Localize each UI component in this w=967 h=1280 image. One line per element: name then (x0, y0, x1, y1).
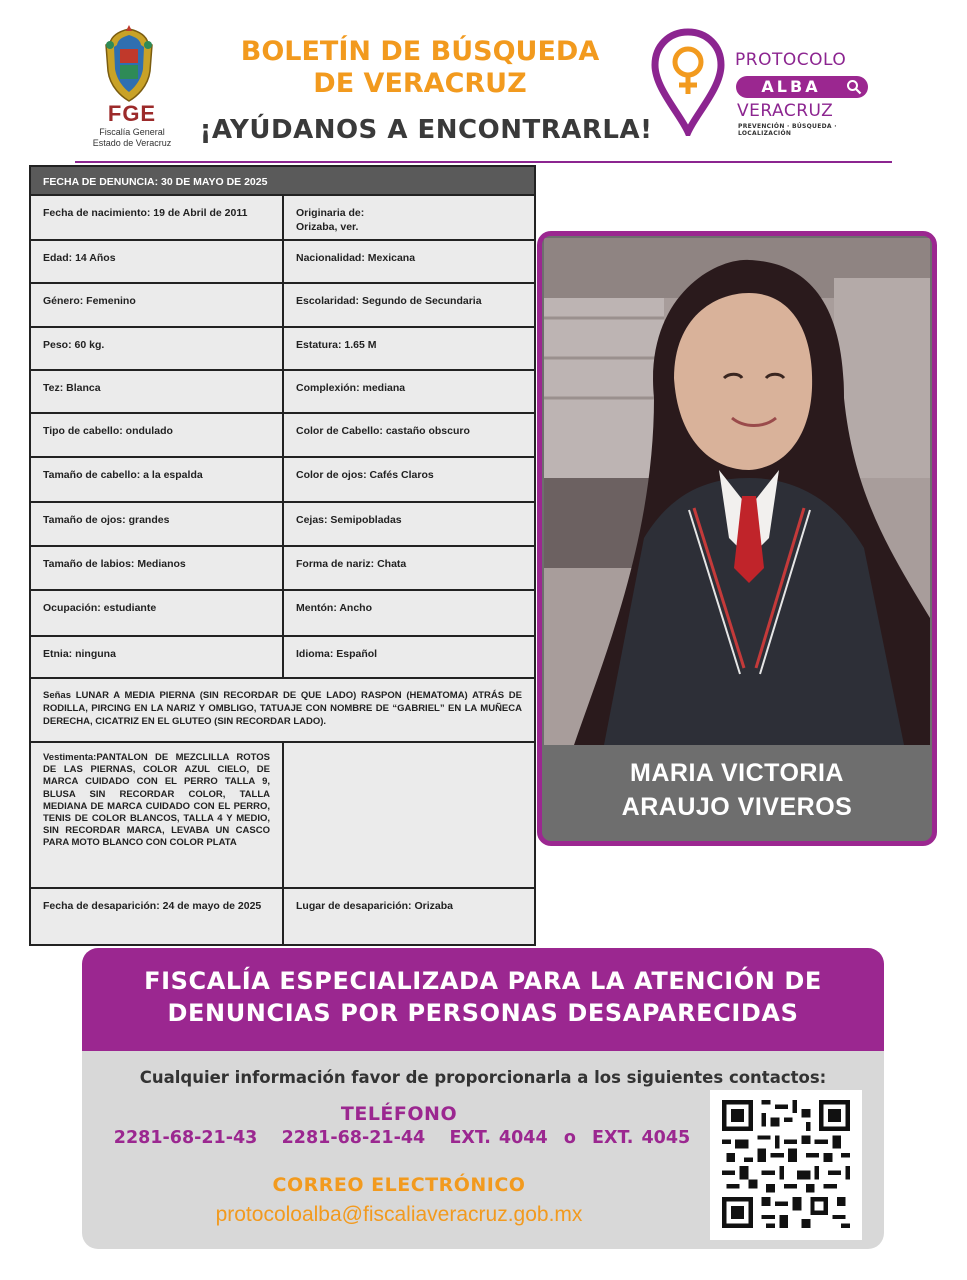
origin-label: Originaria de: (296, 207, 365, 219)
cell-birthdate: Fecha de nacimiento: 19 de Abril de 2011 (31, 196, 284, 239)
table-row (31, 458, 534, 503)
data-table (29, 165, 536, 946)
cell-nationality: Nacionalidad: Mexicana (296, 252, 416, 264)
contact-instruction: Cualquier información favor de proporcionarla a los siguientes contactos: (139, 1068, 827, 1087)
logo-letters: FGE (107, 101, 157, 126)
cell-hair-color: Color de Cabello: castaño obscuro (296, 425, 470, 437)
header (0, 0, 967, 170)
cell-hair-length: Tamaño de cabello: a la espalda (31, 458, 284, 501)
logo-sub-line2: Estado de Veracruz (92, 138, 172, 148)
banner-line2: DENUNCIAS POR PERSONAS DESAPARECIDAS (167, 999, 799, 1027)
person-photo (544, 238, 930, 745)
cell-eye-size: Tamaño de ojos: grandes (31, 503, 284, 545)
cell-hair-type: Tipo de cabello: ondulado (31, 414, 284, 456)
cell-clothing: Vestimenta:PANTALON DE MEZCLILLA ROTOS DE LAS PIERNAS, COLOR AZUL CIELO, DE MARCA CUIDADO CON EL PERRO TALLA 9, BLUSA SIN RECORDAR COLOR, TALLA MEDIANA DE MARCA CUIDADO CON EL PERRO, TENIS DE COLOR BLANCOS, TALLA 4 Y MEDIO, SIN RECORDAR MARCA, LEVABA UN CASCO PARA MOTO BLANCO CON COLOR PLATA (31, 743, 284, 887)
search-icon (846, 79, 862, 95)
cell-eye-color: Color de ojos: Cafés Claros (296, 469, 434, 481)
help-subtitle: ¡AYÚDANOS A ENCONTRARLA! (199, 115, 653, 145)
cell-marks: Señas LUNAR A MEDIA PIERNA (SIN RECORDAR DE QUE LADO) RASPON (HEMATOMA) ATRÁS DE RODILLA, PIRCING EN LA NARIZ Y OMBLIGO, TATUAJE CON NOMBRE DE “GABRIEL” EN LA MUÑECA DERECHA, CICATRIZ EN EL GLUTEO (SIN RECORDAR LADO). (43, 690, 522, 727)
title-line1: BOLETÍN DE BÚSQUEDA (240, 36, 600, 67)
table-row (31, 371, 534, 414)
table-row (31, 547, 534, 591)
map-pin-female-icon (650, 28, 726, 136)
report-date: FECHA DE DENUNCIA: 30 DE MAYO DE 2025 (43, 176, 268, 188)
cell-language: Idioma: Español (296, 648, 378, 660)
cell-origin (284, 196, 534, 239)
coat-of-arms-icon (98, 25, 160, 103)
cell-nose: Forma de nariz: Chata (296, 558, 407, 570)
alba-text: ALBA (761, 77, 821, 96)
alba-protocolo-text: PROTOCOLO (735, 50, 847, 70)
cell-occupation: Ocupación: estudiante (31, 591, 284, 635)
table-row (31, 679, 534, 743)
cell-height: Estatura: 1.65 M (296, 339, 377, 351)
bulletin-title (200, 36, 640, 100)
table-row (31, 241, 534, 284)
cell-disappearance-date: Fecha de desaparición: 24 de mayo de 2025 (31, 889, 284, 944)
cell-lips: Tamaño de labios: Medianos (31, 547, 284, 589)
cell-age: Edad: 14 Años (31, 241, 284, 282)
logo-subtitle (78, 127, 186, 149)
fge-logo (78, 25, 186, 150)
cell-ethnicity: Etnia: ninguna (31, 637, 284, 677)
name-line1: MARIA VICTORIA (630, 759, 844, 787)
table-row (31, 743, 534, 889)
cell-eyebrows: Cejas: Semipobladas (296, 514, 402, 526)
name-line2: ARAUJO VIVEROS (621, 793, 853, 821)
table-row (31, 328, 534, 371)
phone-numbers[interactable]: 2281-68-21-43 2281-68-21-44 EXT. 4044 o EXT. 4045 (113, 1128, 691, 1148)
qr-code[interactable] (710, 1090, 862, 1240)
protocolo-alba-logo (650, 28, 890, 138)
cell-empty (284, 743, 534, 887)
logo-sub-line1: Fiscalía General (99, 127, 165, 137)
email-address-link[interactable]: protocoloalba@fiscaliaveracruz.gob.mx (215, 1203, 583, 1226)
table-row (31, 637, 534, 679)
email-label: CORREO ELECTRÓNICO (272, 1174, 526, 1196)
cell-build: Complexión: mediana (296, 382, 406, 394)
cell-schooling: Escolaridad: Segundo de Secundaria (296, 295, 482, 307)
table-row (31, 284, 534, 328)
table-header-row (31, 167, 534, 196)
table-row (31, 591, 534, 637)
cell-chin: Mentón: Ancho (296, 602, 373, 614)
table-row (31, 196, 534, 241)
agency-banner (82, 948, 884, 1051)
cell-skin: Tez: Blanca (31, 371, 284, 412)
origin-value: Orizaba, ver. (296, 221, 359, 233)
alba-tagline: PREVENCIÓN · BÚSQUEDA · LOCALIZACIÓN (738, 123, 837, 137)
cell-weight: Peso: 60 kg. (31, 328, 284, 369)
alba-veracruz-text: VERACRUZ (737, 101, 834, 121)
phone-label: TELÉFONO (340, 1103, 458, 1125)
cell-disappearance-place: Lugar de desaparición: Orizaba (296, 900, 453, 912)
title-line2: DE VERACRUZ (313, 68, 527, 99)
table-row (31, 889, 534, 944)
cell-gender: Género: Femenino (31, 284, 284, 326)
qr-code-icon (722, 1100, 850, 1228)
table-row (31, 414, 534, 458)
banner-line1: FISCALÍA ESPECIALIZADA PARA LA ATENCIÓN DE (144, 967, 822, 995)
table-row (31, 503, 534, 547)
person-name (542, 756, 932, 824)
person-photo-card (537, 231, 937, 846)
header-divider (75, 161, 892, 163)
